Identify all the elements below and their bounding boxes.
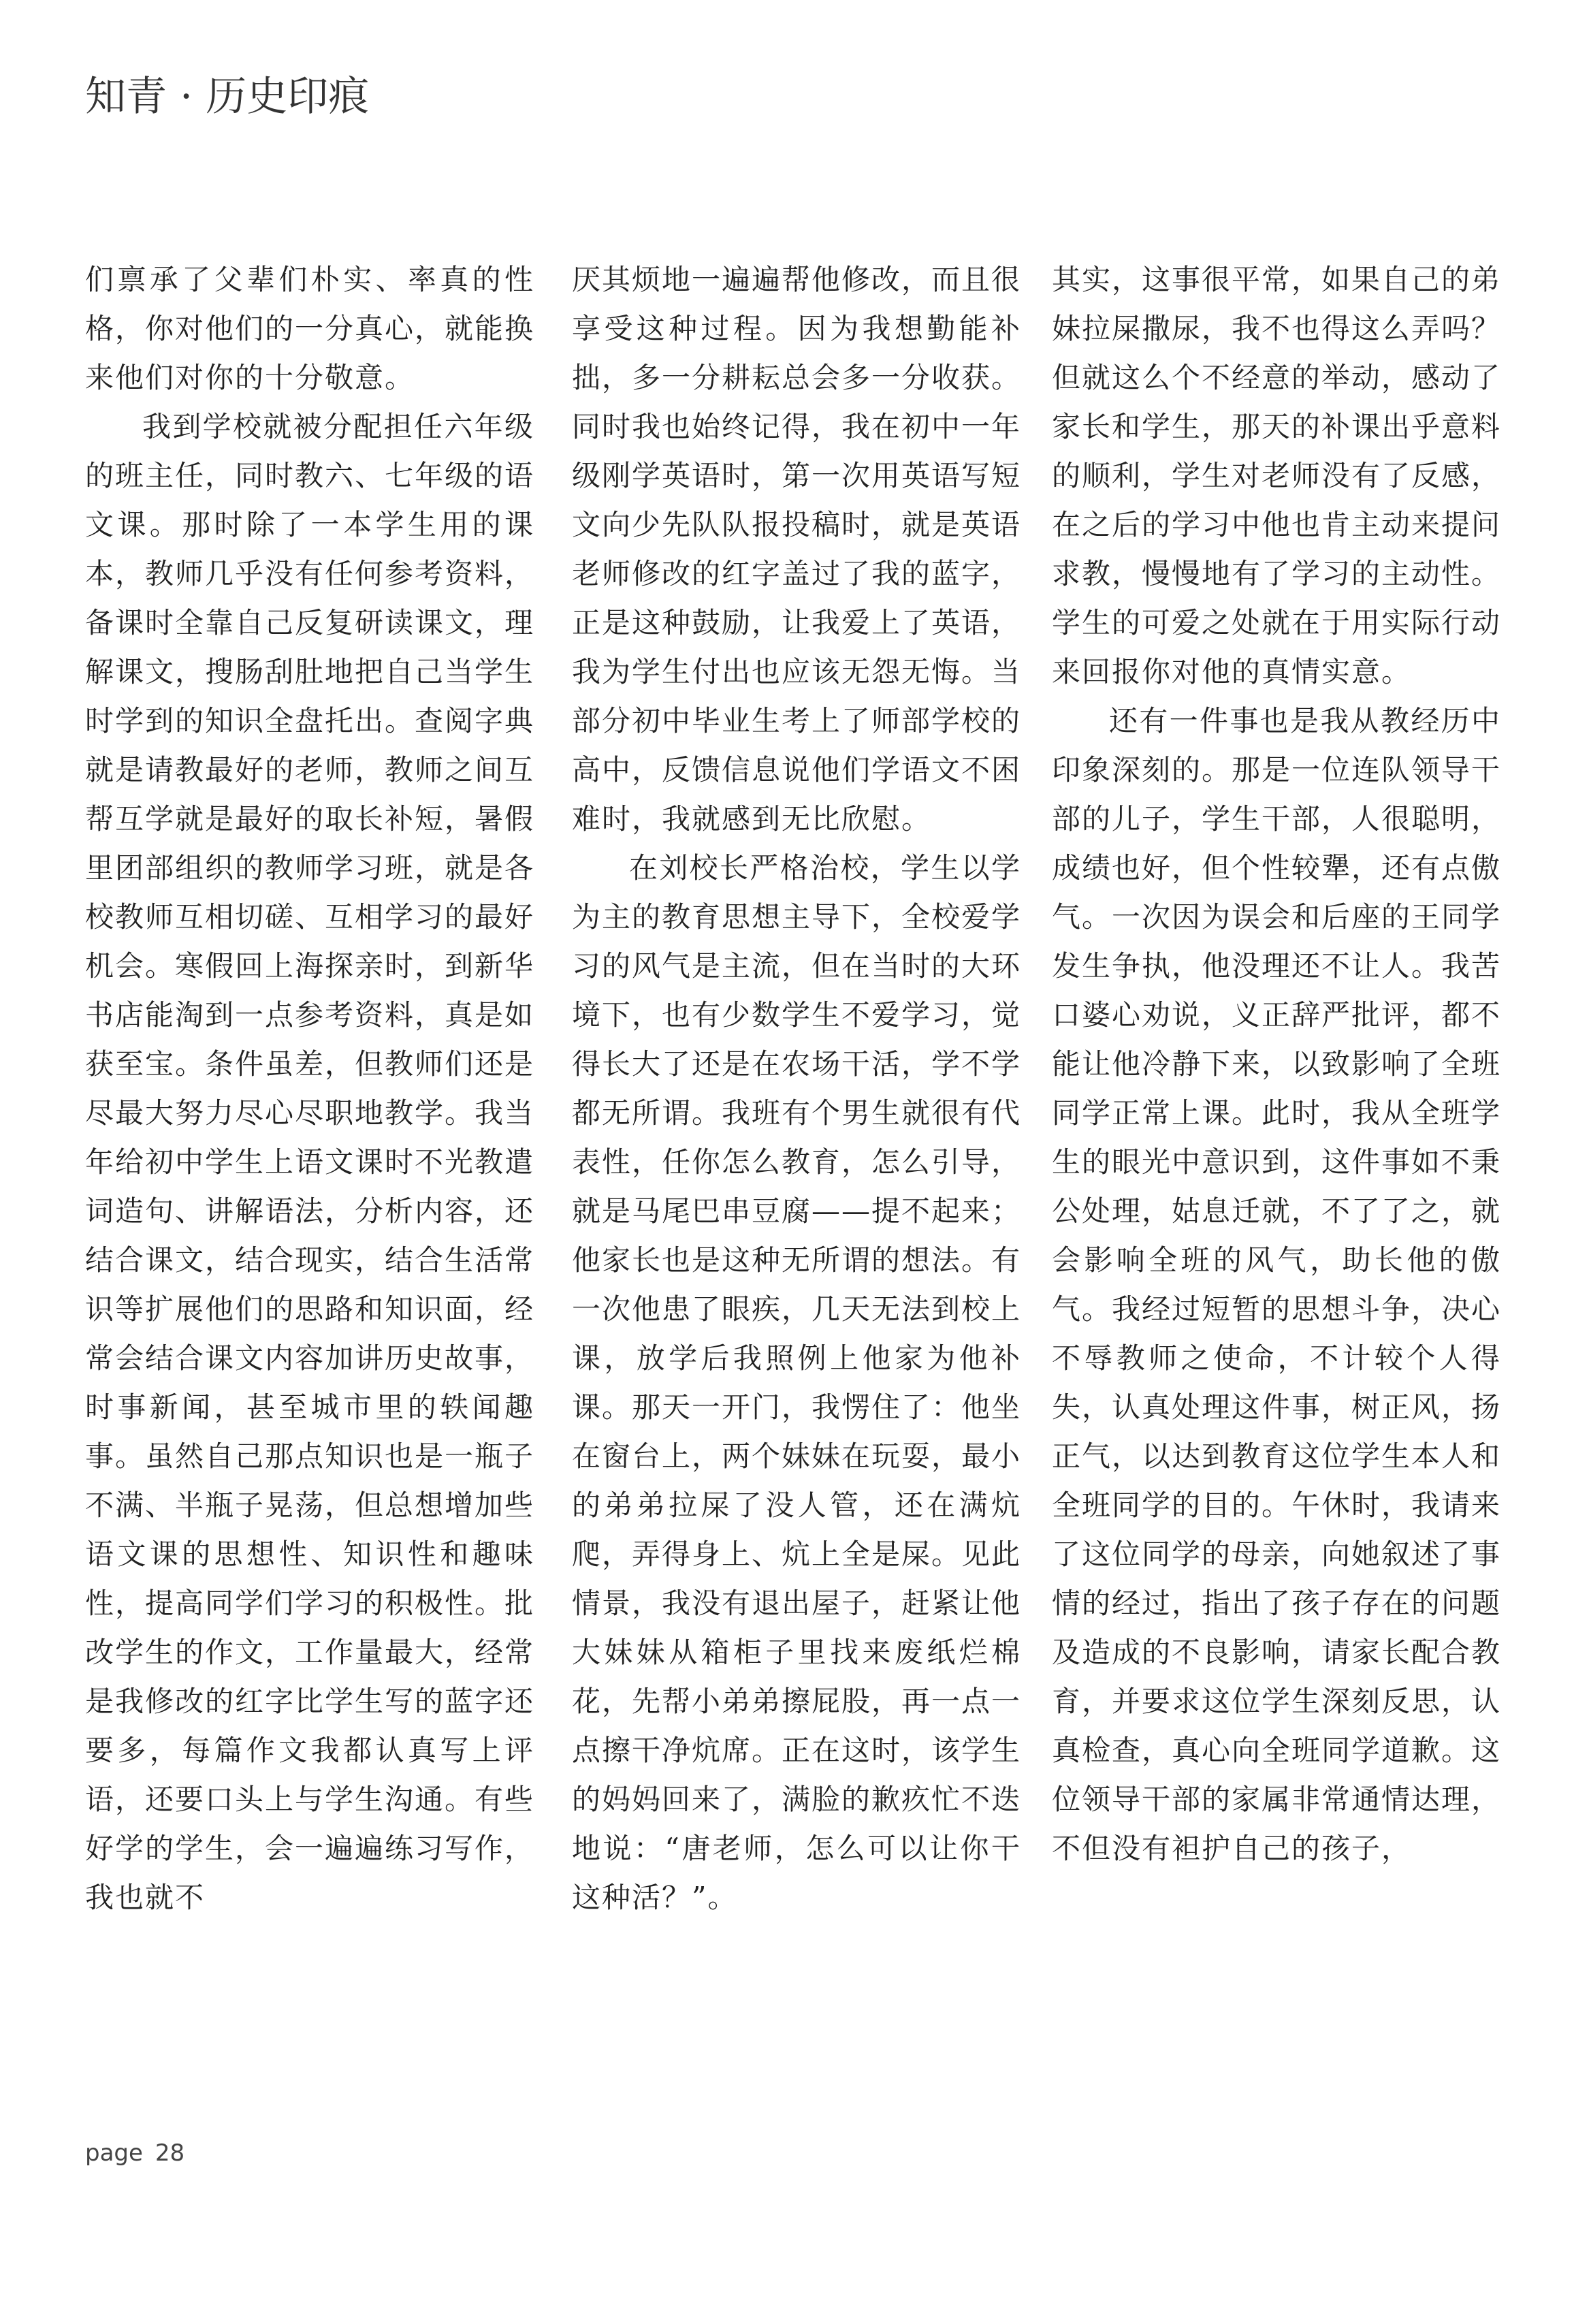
text-column-3 (1052, 255, 1501, 1873)
paragraph: 其实，这事很平常，如果自己的弟妹拉屎撒尿，我不也得这么弄吗？但就这么个不经意的举动，感动了家长和学生，那天的补课出乎意料的顺利，学生对老师没有了反感，在之后的学习中他也肯主动来提问求教，慢慢地有了学习的主动性。学生的可爱之处就在于用实际行动来回报你对他的真情实意。 (1052, 263, 1502, 688)
paragraph: 我到学校就被分配担任六年级的班主任，同时教六、七年级的语文课。那时除了一本学生用的课本，教师几乎没有任何参考资料，备课时全靠自己反复研读课文，理解课文，搜肠刮肚地把自己当学生时学到的知识全盘托出。查阅字典就是请教最好的老师，教师之间互帮互学就是最好的取长补短，暑假里团部组织的教师学习班，就是各校教师互相切磋、互相学习的最好机会。寒假回上海探亲时，到新华书店能淘到一点参考资料，真是如获至宝。条件虽差，但教师们还是尽最大努力尽心尽职地教学。我当年给初中学生上语文课时不光教遣词造句、讲解语法，分析内容，还结合课文，结合现实，结合生活常识等扩展他们的思路和知识面，经常会结合课文内容加讲历史故事，时事新闻，甚至城市里的轶闻趣事。虽然自己那点知识也是一瓶子不满、半瓶子晃荡，但总想增加些语文课的思想性、知识性和趣味性，提高同学们学习的积极性。批改学生的作文，工作量最大，经常是我修改的红字比学生写的蓝字还要多，每篇作文我都认真写上评语，还要口头上与学生沟通。有些好学的学生，会一遍遍练习写作，我也就不 (85, 410, 535, 1914)
text-column-2 (572, 255, 1021, 1922)
page-footer (85, 2138, 184, 2168)
paragraph: 们禀承了父辈们朴实、率真的性格，你对他们的一分真心，就能换来他们对你的十分敬意。 (85, 263, 535, 394)
paragraph: 厌其烦地一遍遍帮他修改，而且很享受这种过程。因为我想勤能补拙，多一分耕耘总会多一分收获。同时我也始终记得，我在初中一年级刚学英语时，第一次用英语写短文向少先队队报投稿时，就是英语老师修改的红字盖过了我的蓝字，正是这种鼓励，让我爱上了英语，我为学生付出也应该无怨无悔。当部分初中毕业生考上了师部学校的高中，反馈信息说他们学语文不困难时，我就感到无比欣慰。 (572, 263, 1022, 835)
page-number: 28 (155, 2139, 185, 2167)
page-label: page (85, 2139, 143, 2167)
text-column-1 (85, 255, 534, 1922)
paragraph: 还有一件事也是我从教经历中印象深刻的。那是一位连队领导干部的儿子，学生干部，人很聪明，成绩也好，但个性较犟，还有点傲气。一次因为误会和后座的王同学发生争执，他没理还不让人。我苦口婆心劝说，义正辞严批评，都不能让他冷静下来，以致影响了全班同学正常上课。此时，我从全班学生的眼光中意识到，这件事如不秉公处理，姑息迁就，不了了之，就会影响全班的风气，助长他的傲气。我经过短暂的思想斗争，决心不辱教师之使命，不计较个人得失，认真处理这件事，树正风，扬正气，以达到教育这位学生本人和全班同学的目的。午休时，我请来了这位同学的母亲，向她叙述了事情的经过，指出了孩子存在的问题及造成的不良影响，请家长配合教育，并要求这位学生深刻反思，认真检查，真心向全班同学道歉。这位领导干部的家属非常通情达理，不但没有袒护自己的孩子， (1052, 704, 1502, 1865)
paragraph: 在刘校长严格治校，学生以学为主的教育思想主导下，全校爱学习的风气是主流，但在当时的大环境下，也有少数学生不爱学习，觉得长大了还是在农场干活，学不学都无所谓。我班有个男生就很有代表性，任你怎么教育，怎么引导，就是马尾巴串豆腐——提不起来；他家长也是这种无所谓的想法。有一次他患了眼疾，几天无法到校上课，放学后我照例上他家为他补课。那天一开门，我愣住了：他坐在窗台上，两个妹妹在玩耍，最小的弟弟拉屎了没人管，还在满炕爬，弄得身上、炕上全是屎。见此情景，我没有退出屋子，赶紧让他大妹妹从箱柜子里找来废纸烂棉花，先帮小弟弟擦屁股，再一点一点擦干净炕席。正在这时，该学生的妈妈回来了，满脸的歉疚忙不迭地说：“唐老师，怎么可以让你干这种活？”。 (572, 851, 1022, 1914)
section-title: 知青 · 历史印痕 (85, 73, 370, 121)
